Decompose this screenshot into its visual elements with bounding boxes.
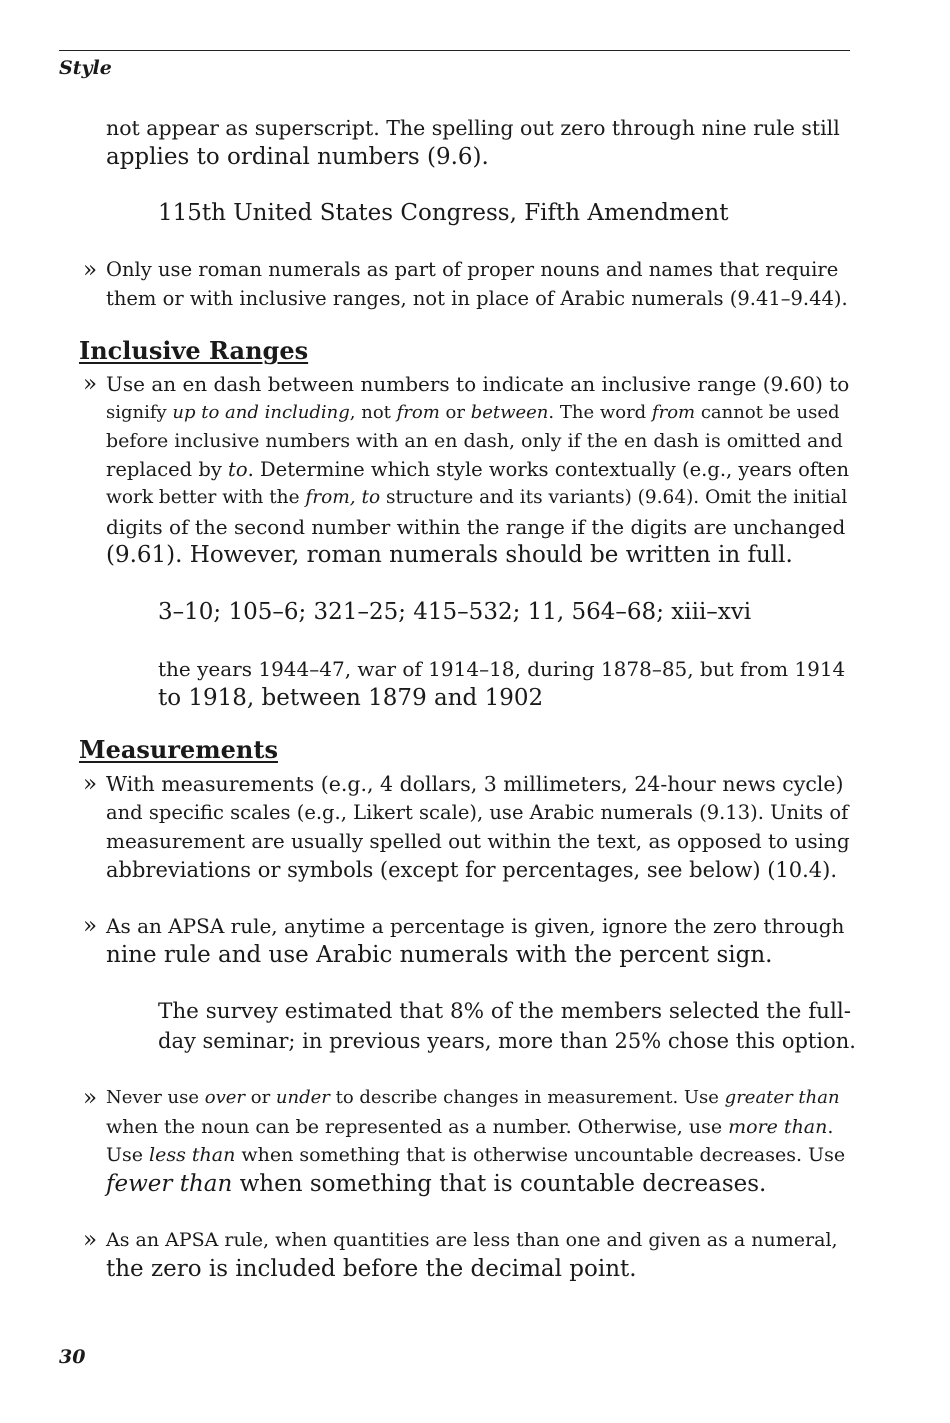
text-line: signify up to and including, not from or between. The word from cannot be used [106, 401, 840, 423]
text-line: As an APSA rule, anytime a percentage is given, ignore the zero through [106, 914, 845, 938]
bullet-marker: » [83, 1085, 98, 1111]
text-line: abbreviations or symbols (except for percentages, see below) (10.4). [106, 857, 838, 882]
example-line: day seminar; in previous years, more than 25% chose this option. [158, 1028, 856, 1053]
bullet-marker: » [83, 371, 98, 397]
text-line: With measurements (e.g., 4 dollars, 3 millimeters, 24-hour news cycle) [106, 772, 844, 796]
text-line: fewer than when something that is countable decreases. [106, 1170, 767, 1197]
bullet-marker: » [83, 771, 98, 797]
example-line: 3–10; 105–6; 321–25; 415–532; 11, 564–68; xiii–xvi [158, 599, 752, 625]
example-ranges-numbers [158, 598, 858, 627]
bullet-over-under [83, 1084, 851, 1198]
text-line: Use less than when something that is otherwise uncountable decreases. Use [106, 1144, 846, 1166]
bullet-inclusive-ranges [83, 370, 851, 570]
heading-inclusive-ranges: Inclusive Ranges [79, 336, 309, 365]
bullet-marker: » [83, 1227, 98, 1253]
text-line: before inclusive numbers with an en dash, only if the en dash is omitted and [106, 430, 843, 452]
example-line: to 1918, between 1879 and 1902 [158, 684, 544, 711]
bullet-roman-numerals [83, 256, 851, 313]
text-line: replaced by to. Determine which style works contextually (e.g., years often [106, 457, 850, 481]
example-ranges-years [158, 655, 858, 712]
bullet-marker: » [83, 913, 98, 939]
example-line: The survey estimated that 8% of the members selected the full- [158, 999, 852, 1024]
page-number: 30 [59, 1346, 86, 1368]
bullet-marker: » [83, 257, 98, 283]
heading-measurements: Measurements [79, 735, 278, 764]
text-line: and specific scales (e.g., Likert scale), use Arabic numerals (9.13). Units of [106, 800, 849, 824]
example-line: the years 1944–47, war of 1914–18, during 1878–85, but from 1914 [158, 657, 846, 681]
text-line: when the noun can be represented as a number. Otherwise, use more than. [106, 1115, 834, 1138]
example-percentage [158, 998, 858, 1055]
bullet-decimal [83, 1226, 851, 1283]
example-line: 115th United States Congress, Fifth Amendment [158, 200, 729, 226]
example-ordinals [158, 199, 858, 228]
text-line: Only use roman numerals as part of proper nouns and names that require [106, 258, 839, 281]
text-line: Use an en dash between numbers to indicate an inclusive range (9.60) to [106, 372, 850, 396]
bullet-percentage [83, 912, 851, 969]
header-rule [59, 50, 850, 51]
text-line: nine rule and use Arabic numerals with the percent sign. [106, 941, 773, 968]
text-line: digits of the second number within the range if the digits are unchanged [106, 514, 846, 539]
text-line: measurement are usually spelled out within the text, as opposed to using [106, 829, 850, 853]
text-line: the zero is included before the decimal point. [106, 1255, 637, 1282]
text-line: work better with the from, to structure and its variants) (9.64). Omit the initial [106, 487, 848, 508]
text-line: As an APSA rule, when quantities are less than one and given as a numeral, [106, 1229, 838, 1251]
text-line: not appear as superscript. The spelling out zero through nine rule still [106, 116, 840, 140]
text-line: (9.61). However, roman numerals should be written in full. [106, 542, 793, 568]
text-line: them or with inclusive ranges, not in place of Arabic numerals (9.41–9.44). [106, 286, 848, 310]
running-head: Style [59, 57, 112, 79]
text-line: applies to ordinal numbers (9.6). [106, 143, 489, 170]
bullet-measurements [83, 770, 851, 884]
paragraph-ordinals [106, 114, 851, 171]
text-line: Never use over or under to describe changes in measurement. Use greater than [106, 1087, 840, 1108]
